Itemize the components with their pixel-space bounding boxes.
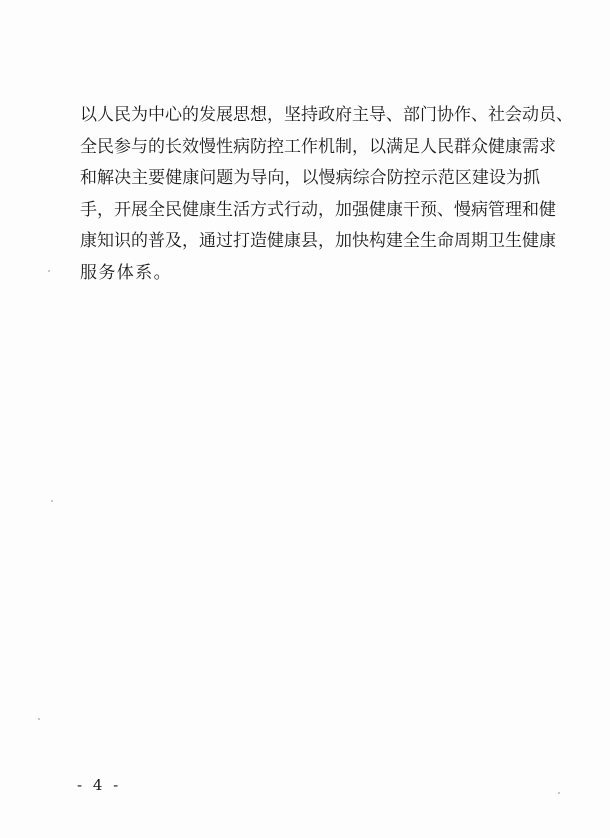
paragraph-line-last: 服务体系。: [80, 262, 172, 283]
paragraph-line: 手，开展全民健康生活方式行动，加强健康干预、慢病管理和健: [80, 199, 556, 220]
body-paragraph: [80, 100, 573, 289]
scan-speck: [558, 792, 560, 794]
paragraph-line: 康知识的普及，通过打造健康县，加快构建全生命周期卫生健康: [80, 231, 556, 251]
paragraph-line: 和解决主要健康问题为导向，以慢病综合防控示范区建设为抓: [80, 168, 540, 188]
paragraph-line: 全民参与的长效慢性病防控工作机制，以满足人民群众健康需求: [80, 136, 556, 157]
page-number: - 4 -: [77, 776, 122, 794]
scan-speck: [38, 718, 40, 720]
scan-speck: [48, 270, 50, 272]
paragraph-line: 以人民为中心的发展思想，坚持政府主导、部门协作、社会动员、: [80, 105, 573, 125]
scan-speck: [51, 500, 53, 502]
